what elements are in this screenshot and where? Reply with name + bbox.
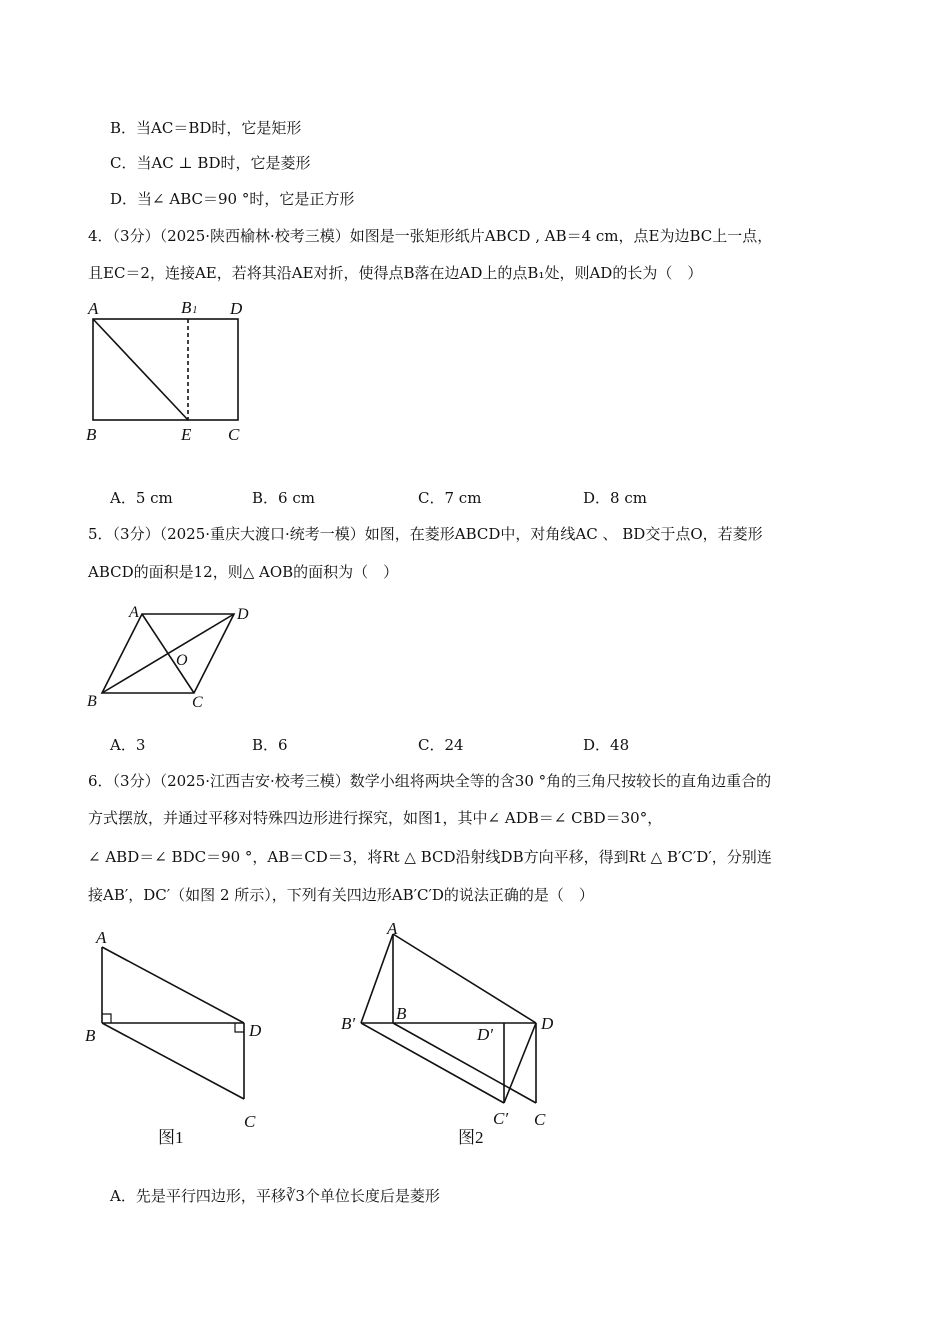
label-c: C — [244, 1112, 256, 1131]
q4-option-d: D．8 cm — [583, 489, 647, 507]
q3-option-d: D．当∠ ABC＝90 °时，它是正方形 — [110, 190, 355, 208]
label-c: C — [534, 1110, 546, 1129]
segment-d-c-prime — [504, 1023, 536, 1103]
label-d: D — [541, 1014, 554, 1033]
label-a: A — [88, 299, 99, 318]
q5-figure-rhombus — [82, 598, 262, 716]
q6-figure-1 — [80, 922, 290, 1152]
q4-option-c: C．7 cm — [418, 489, 482, 507]
q6-figure-2 — [330, 912, 570, 1152]
label-c-prime: C′ — [493, 1109, 509, 1128]
q6-stem-line4: 接AB′，DC′（如图 2 所示），下列有关四边形AB′C′D的说法正确的是（ ） — [88, 886, 594, 904]
q4-option-b: B．6 cm — [252, 489, 315, 507]
label-b: B — [396, 1004, 407, 1023]
segment-ad — [102, 947, 244, 1023]
label-d: D — [230, 299, 243, 318]
label-b: B — [87, 693, 97, 710]
rectangle-abcd — [93, 319, 238, 420]
crease-ae — [93, 319, 188, 420]
label-a: A — [129, 604, 139, 621]
label-o: O — [176, 652, 188, 669]
q4-stem-line2: 且EC＝2，连接AE，若将其沿AE对折，使得点B落在边AD上的点B₁处，则AD的长为（ ） — [88, 264, 703, 282]
q4-stem-line1: 4．（3分）（2025·陕西榆林·校考三模）如图是一张矩形纸片ABCD , AB＝4 cm，点E为边BC上一点， — [88, 227, 773, 245]
label-c: C — [228, 425, 240, 444]
segment-bc — [102, 1023, 244, 1099]
q3-option-b: B．当AC＝BD时，它是矩形 — [110, 119, 302, 137]
label-a: A — [96, 928, 107, 947]
label-b: B — [86, 425, 97, 444]
q3-option-c: C．当AC ⊥ BD时，它是菱形 — [110, 154, 311, 172]
q5-stem-line2: ABCD的面积是12，则△ AOB的面积为（ ） — [88, 563, 399, 581]
label-c: C — [192, 694, 203, 711]
right-angle-mark-d — [235, 1023, 244, 1032]
q6-stem-line2: 方式摆放，并通过平移对特殊四边形进行探究，如图1，其中∠ ADB＝∠ CBD＝30°， — [88, 809, 663, 827]
label-d: D — [237, 606, 249, 623]
caption-figure-2: 图2 — [458, 1128, 484, 1147]
label-e: E — [181, 425, 192, 444]
label-b-prime: B′ — [341, 1014, 356, 1033]
q6-stem-line3: ∠ ABD＝∠ BDC＝90 °，AB＝CD＝3，将Rt △ BCD沿射线DB方向平移，得到Rt △ B′C′D′，分别连 — [88, 848, 772, 866]
q4-option-a: A．5 cm — [110, 489, 173, 507]
segment-ad — [393, 934, 536, 1023]
q5-stem-line1: 5．（3分）（2025·重庆大渡口·统考一模）如图，在菱形ABCD中，对角线AC 、 BD交于点O，若菱形 — [88, 525, 763, 543]
label-b: B — [85, 1026, 96, 1045]
label-b1: B1 — [181, 298, 198, 317]
segment-a-b-prime — [361, 934, 393, 1023]
q5-option-a: A．3 — [110, 736, 146, 754]
q5-option-c: C．24 — [418, 736, 464, 754]
label-d: D — [249, 1021, 262, 1040]
segment-bc — [393, 1023, 536, 1103]
label-d-prime: D′ — [477, 1025, 493, 1044]
right-angle-mark-b — [102, 1014, 111, 1023]
q5-option-b: B．6 — [252, 736, 288, 754]
caption-figure-1: 图1 — [158, 1128, 184, 1147]
q6-option-a: A．先是平行四边形，平移∛3个单位长度后是菱形 — [110, 1187, 440, 1205]
q4-figure-rectangle — [82, 295, 262, 445]
label-a: A — [387, 919, 398, 938]
q6-stem-line1: 6．（3分）（2025·江西吉安·校考三模）数学小组将两块全等的含30 °角的三角尺按较长的直角边重合的 — [88, 772, 772, 790]
q5-option-d: D．48 — [583, 736, 630, 754]
